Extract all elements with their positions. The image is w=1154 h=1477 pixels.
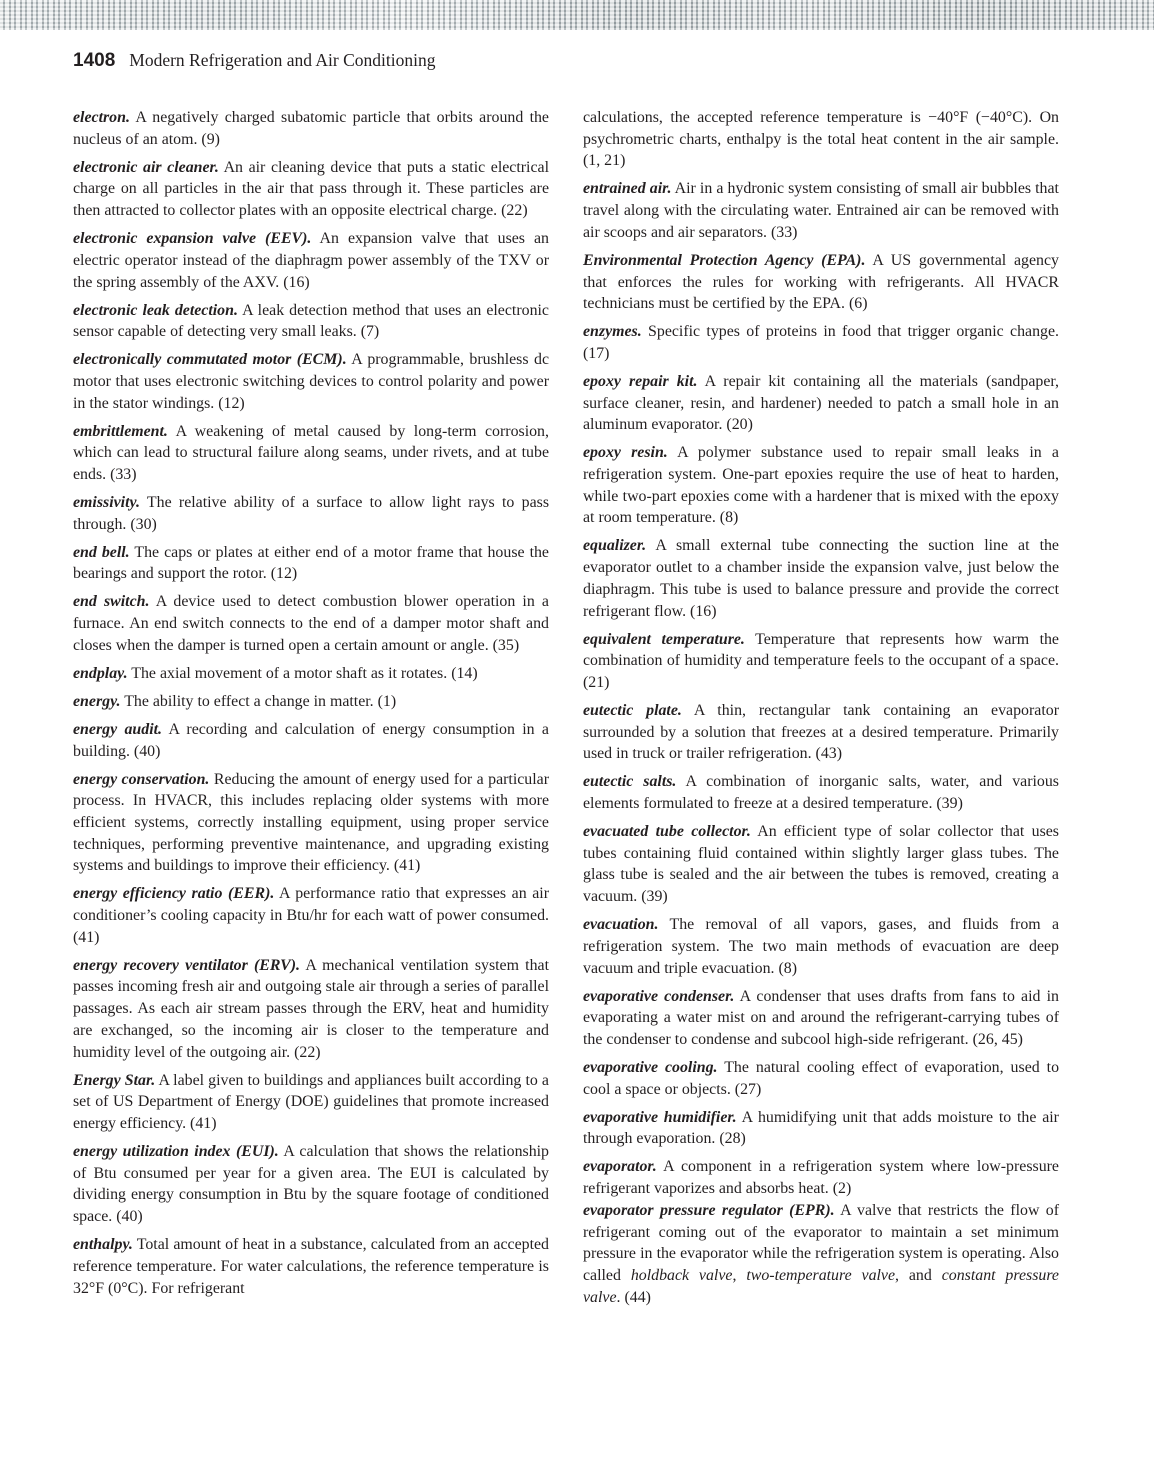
glossary-term: evaporative condenser.: [583, 987, 735, 1005]
glossary-term: Energy Star.: [73, 1071, 156, 1089]
glossary-term: embrittlement.: [73, 422, 168, 440]
glossary-entry: [73, 421, 549, 486]
book-title: Modern Refrigeration and Air Conditioning: [129, 50, 436, 70]
glossary-entry: [73, 883, 549, 948]
glossary-entry: [583, 1200, 1059, 1309]
right-entries: [583, 178, 1059, 1199]
glossary-entry: [583, 178, 1059, 243]
glossary-term: electronic expansion valve (EEV).: [73, 230, 312, 248]
glossary-definition: A performance ratio that expresses an air conditioner’s cooling capacity in Btu/hr for each watt of power consumed. (41): [73, 885, 549, 946]
glossary-term: end bell.: [73, 543, 130, 561]
definition-tail: . (44): [616, 1288, 651, 1306]
glossary-definition: A US governmental agency that enforces the rules for working with refrigerants. All HVACR technicians must be certified by the EPA. (6): [583, 251, 1059, 313]
glossary-term: energy conservation.: [73, 770, 210, 788]
glossary-term: energy audit.: [73, 720, 162, 738]
glossary-entry: [583, 986, 1059, 1051]
glossary-entry: [583, 629, 1059, 694]
glossary-entry: [583, 1107, 1059, 1150]
glossary-term: electronic air cleaner.: [73, 158, 219, 176]
glossary-entry: [73, 1141, 549, 1228]
glossary-entry: [73, 691, 549, 713]
glossary-column-right: [583, 107, 1059, 1308]
glossary-entry: [73, 492, 549, 535]
glossary-definition: An air cleaning device that puts a static electrical charge on all particles in the air that pass through it. These particles are then attracted to collector plates with an opposite electrical charge. (22): [73, 158, 549, 220]
alias-term: two-temperature valve: [746, 1266, 896, 1284]
glossary-term: evacuation.: [583, 916, 659, 934]
glossary-definition: A weakening of metal caused by long-term corrosion, which can lead to structural failure along seams, under rivets, and at tube ends. (33): [73, 422, 549, 484]
glossary-entry: [583, 700, 1059, 765]
glossary-definition: Specific types of proteins in food that trigger organic change. (17): [583, 323, 1059, 362]
glossary-definition: A humidifying unit that adds moisture to the air through evaporation. (28): [583, 1108, 1059, 1148]
glossary-definition: A component in a refrigeration system where low-pressure refrigerant vaporizes and absorbs heat. (2): [583, 1158, 1059, 1198]
glossary-definition: An efficient type of solar collector that uses tubes containing fluid contained within slightly larger glass tubes. The glass tube is sealed and the air between the tubes is removed, creating a vacuum. (39): [583, 823, 1059, 906]
glossary-entry: [73, 591, 549, 656]
continued-definition: calculations, the accepted reference temperature is −40°F (−40°C). On psychrometric charts, enthalpy is the total heat content in the air sample. (1, 21): [583, 109, 1059, 170]
glossary-entry: [73, 542, 549, 585]
glossary-entry: [583, 535, 1059, 622]
glossary-term: evaporator pressure regulator (EPR).: [583, 1201, 835, 1219]
glossary-entry: [73, 349, 549, 414]
separator: , and: [895, 1266, 932, 1284]
glossary-definition: The caps or plates at either end of a motor frame that house the bearings and support the rotor. (12): [73, 543, 549, 583]
glossary-definition: A device used to detect combustion blower operation in a furnace. An end switch connects to the end of a damper motor shaft and closes when the damper is turned open a certain amount or angle. (35): [73, 593, 549, 654]
glossary-term: enthalpy.: [73, 1236, 133, 1254]
glossary-definition: A combination of inorganic salts, water, and various elements formulated to freeze at a desired temperature. (39): [583, 773, 1059, 813]
glossary-entry: [73, 1070, 549, 1135]
glossary-term: electronic leak detection.: [73, 301, 238, 319]
glossary-term: eutectic salts.: [583, 773, 677, 791]
alias-term: constant pressure valve: [583, 1266, 1059, 1306]
glossary-entry: [73, 300, 549, 343]
glossary-term: equalizer.: [583, 537, 647, 555]
glossary-definition: A programmable, brushless dc motor that uses electronic switching devices to control polarity and power in the stator windings. (12): [73, 351, 549, 412]
glossary-entry: [73, 719, 549, 762]
glossary-term: enzymes.: [583, 323, 642, 341]
glossary-definition: An expansion valve that uses an electric operator instead of the diaphragm power assembly of the TXV or the spring assembly of the AXV. (16): [73, 230, 549, 291]
glossary-definition: Air in a hydronic system consisting of small air bubbles that travel along with the circulating water. Entrained air can be removed with air scoops and air separators. (33): [583, 180, 1059, 241]
glossary-definition: The axial movement of a motor shaft as it rotates. (14): [131, 664, 478, 682]
glossary-term: evacuated tube collector.: [583, 823, 751, 841]
glossary-term: energy.: [73, 692, 121, 710]
glossary-term: evaporator.: [583, 1158, 657, 1176]
glossary-term: energy recovery ventilator (ERV).: [73, 956, 301, 974]
glossary-entry: [583, 371, 1059, 436]
glossary-term: energy utilization index (EUI).: [73, 1142, 279, 1160]
separator: ,: [732, 1266, 737, 1284]
glossary-definition: A condenser that uses drafts from fans to aid in evaporating a water mist on and around the refrigerant-carrying tubes of the condenser to condense and subcool high-side refrigerant. (26, 45): [583, 987, 1059, 1048]
glossary-term: eutectic plate.: [583, 701, 682, 719]
glossary-definition: A calculation that shows the relationship of Btu consumed per year for a given area. The EUI is calculated by dividing energy consumption in Btu by the square footage of conditioned space. (40): [73, 1142, 549, 1226]
glossary-term: equivalent temperature.: [583, 630, 745, 648]
page-number: 1408: [73, 50, 116, 71]
running-header: [73, 50, 435, 76]
glossary-term: entrained air.: [583, 180, 672, 198]
glossary-definition: The ability to effect a change in matter. (1): [124, 692, 397, 710]
alias-term: holdback valve: [630, 1266, 733, 1284]
glossary-definition: The relative ability of a surface to allow light rays to pass through. (30): [73, 494, 549, 533]
glossary-entry: [583, 771, 1059, 814]
glossary-definition: A small external tube connecting the suction line at the evaporator outlet to a chamber inside the expansion valve, just below the diaphragm. This tube is used to balance pressure and provide the correct refrigerant flow. (16): [583, 537, 1059, 620]
glossary-entry: [73, 107, 549, 150]
glossary-term: evaporative cooling.: [583, 1058, 718, 1076]
glossary-entry: [73, 1234, 549, 1299]
glossary-term: electronically commutated motor (ECM).: [73, 351, 347, 369]
glossary-term: endplay.: [73, 664, 128, 682]
glossary-definition: A negatively charged subatomic particle that orbits around the nucleus of an atom. (9): [73, 109, 549, 148]
glossary-term: energy efficiency ratio (EER).: [73, 885, 275, 903]
glossary-term: end switch.: [73, 593, 150, 611]
glossary-entry: [583, 442, 1059, 529]
glossary-entry: [73, 663, 549, 685]
glossary-entry: [583, 321, 1059, 364]
glossary-term: evaporative humidifier.: [583, 1108, 737, 1126]
glossary-definition: A mechanical ventilation system that passes incoming fresh air and outgoing stale air through a series of parallel passages. As each air stream passes through the ERV, heat and humidity are exchanged, so the incoming air is closer to the temperature and humidity level of the outgoing air. (22): [73, 956, 549, 1061]
glossary-column-left: [73, 107, 549, 1299]
glossary-term: Environmental Protection Agency (EPA).: [583, 251, 866, 269]
glossary-entry: [73, 769, 549, 878]
glossary-term: epoxy repair kit.: [583, 372, 698, 390]
glossary-entry: [73, 228, 549, 293]
glossary-entry: [583, 250, 1059, 315]
glossary-definition: A leak detection method that uses an electronic sensor capable of detecting very small leaks. (7): [73, 301, 549, 341]
glossary-definition: A thin, rectangular tank containing an evaporator surrounded by a solution that freezes at a desired temperature. Primarily used in truck or trailer refrigeration. (43): [583, 701, 1060, 763]
glossary-term: emissivity.: [73, 494, 140, 512]
glossary-definition: A valve that restricts the flow of refrigerant coming out of the evaporator to maintain a set minimum pressure in the evaporator while the refrigeration system is operating. Also called: [583, 1201, 1059, 1284]
glossary-definition: The removal of all vapors, gases, and fluids from a refrigeration system. The two main methods of evacuation are deep vacuum and triple evacuation. (8): [583, 916, 1059, 977]
glossary-term: electron.: [73, 109, 130, 126]
glossary-entry: [583, 1057, 1059, 1100]
glossary-definition: Temperature that represents how warm the combination of humidity and temperature feels to the occupant of a space. (21): [583, 630, 1059, 691]
glossary-entry: [583, 821, 1059, 908]
glossary-definition: The natural cooling effect of evaporation, used to cool a space or objects. (27): [583, 1058, 1060, 1098]
glossary-definition: Reducing the amount of energy used for a particular process. In HVACR, this includes replacing older systems with more efficient systems, correctly installing equipment, using proper service techniques, performing preventive maintenance, and upgrading existing systems and buildings to improve their efficiency. (41): [73, 770, 549, 875]
glossary-entry: [73, 157, 549, 222]
glossary-term: epoxy resin.: [583, 444, 668, 462]
glossary-definition: A polymer substance used to repair small leaks in a refrigeration system. One-part epoxies require the use of heat to harden, while two-part epoxies come with a hardener that is mixed with the epoxy at room temperature. (8): [583, 444, 1059, 527]
glossary-definition: Total amount of heat in a substance, calculated from an accepted reference temperature. For water calculations, the reference temperature is 32°F (0°C). For refrigerant: [73, 1236, 549, 1297]
decorative-header-band: [0, 0, 1154, 30]
glossary-definition: A label given to buildings and appliances built according to a set of US Department of Energy (DOE) guidelines that promote increased energy efficiency. (41): [73, 1071, 549, 1132]
glossary-definition: A recording and calculation of energy consumption in a building. (40): [73, 720, 549, 760]
glossary-entry: [73, 955, 549, 1064]
glossary-definition: A repair kit containing all the materials (sandpaper, surface cleaner, resin, and hardener) needed to patch a small hole in an aluminum evaporator. (20): [583, 372, 1059, 434]
glossary-entry: [583, 1156, 1059, 1199]
glossary-entry: [583, 914, 1059, 979]
